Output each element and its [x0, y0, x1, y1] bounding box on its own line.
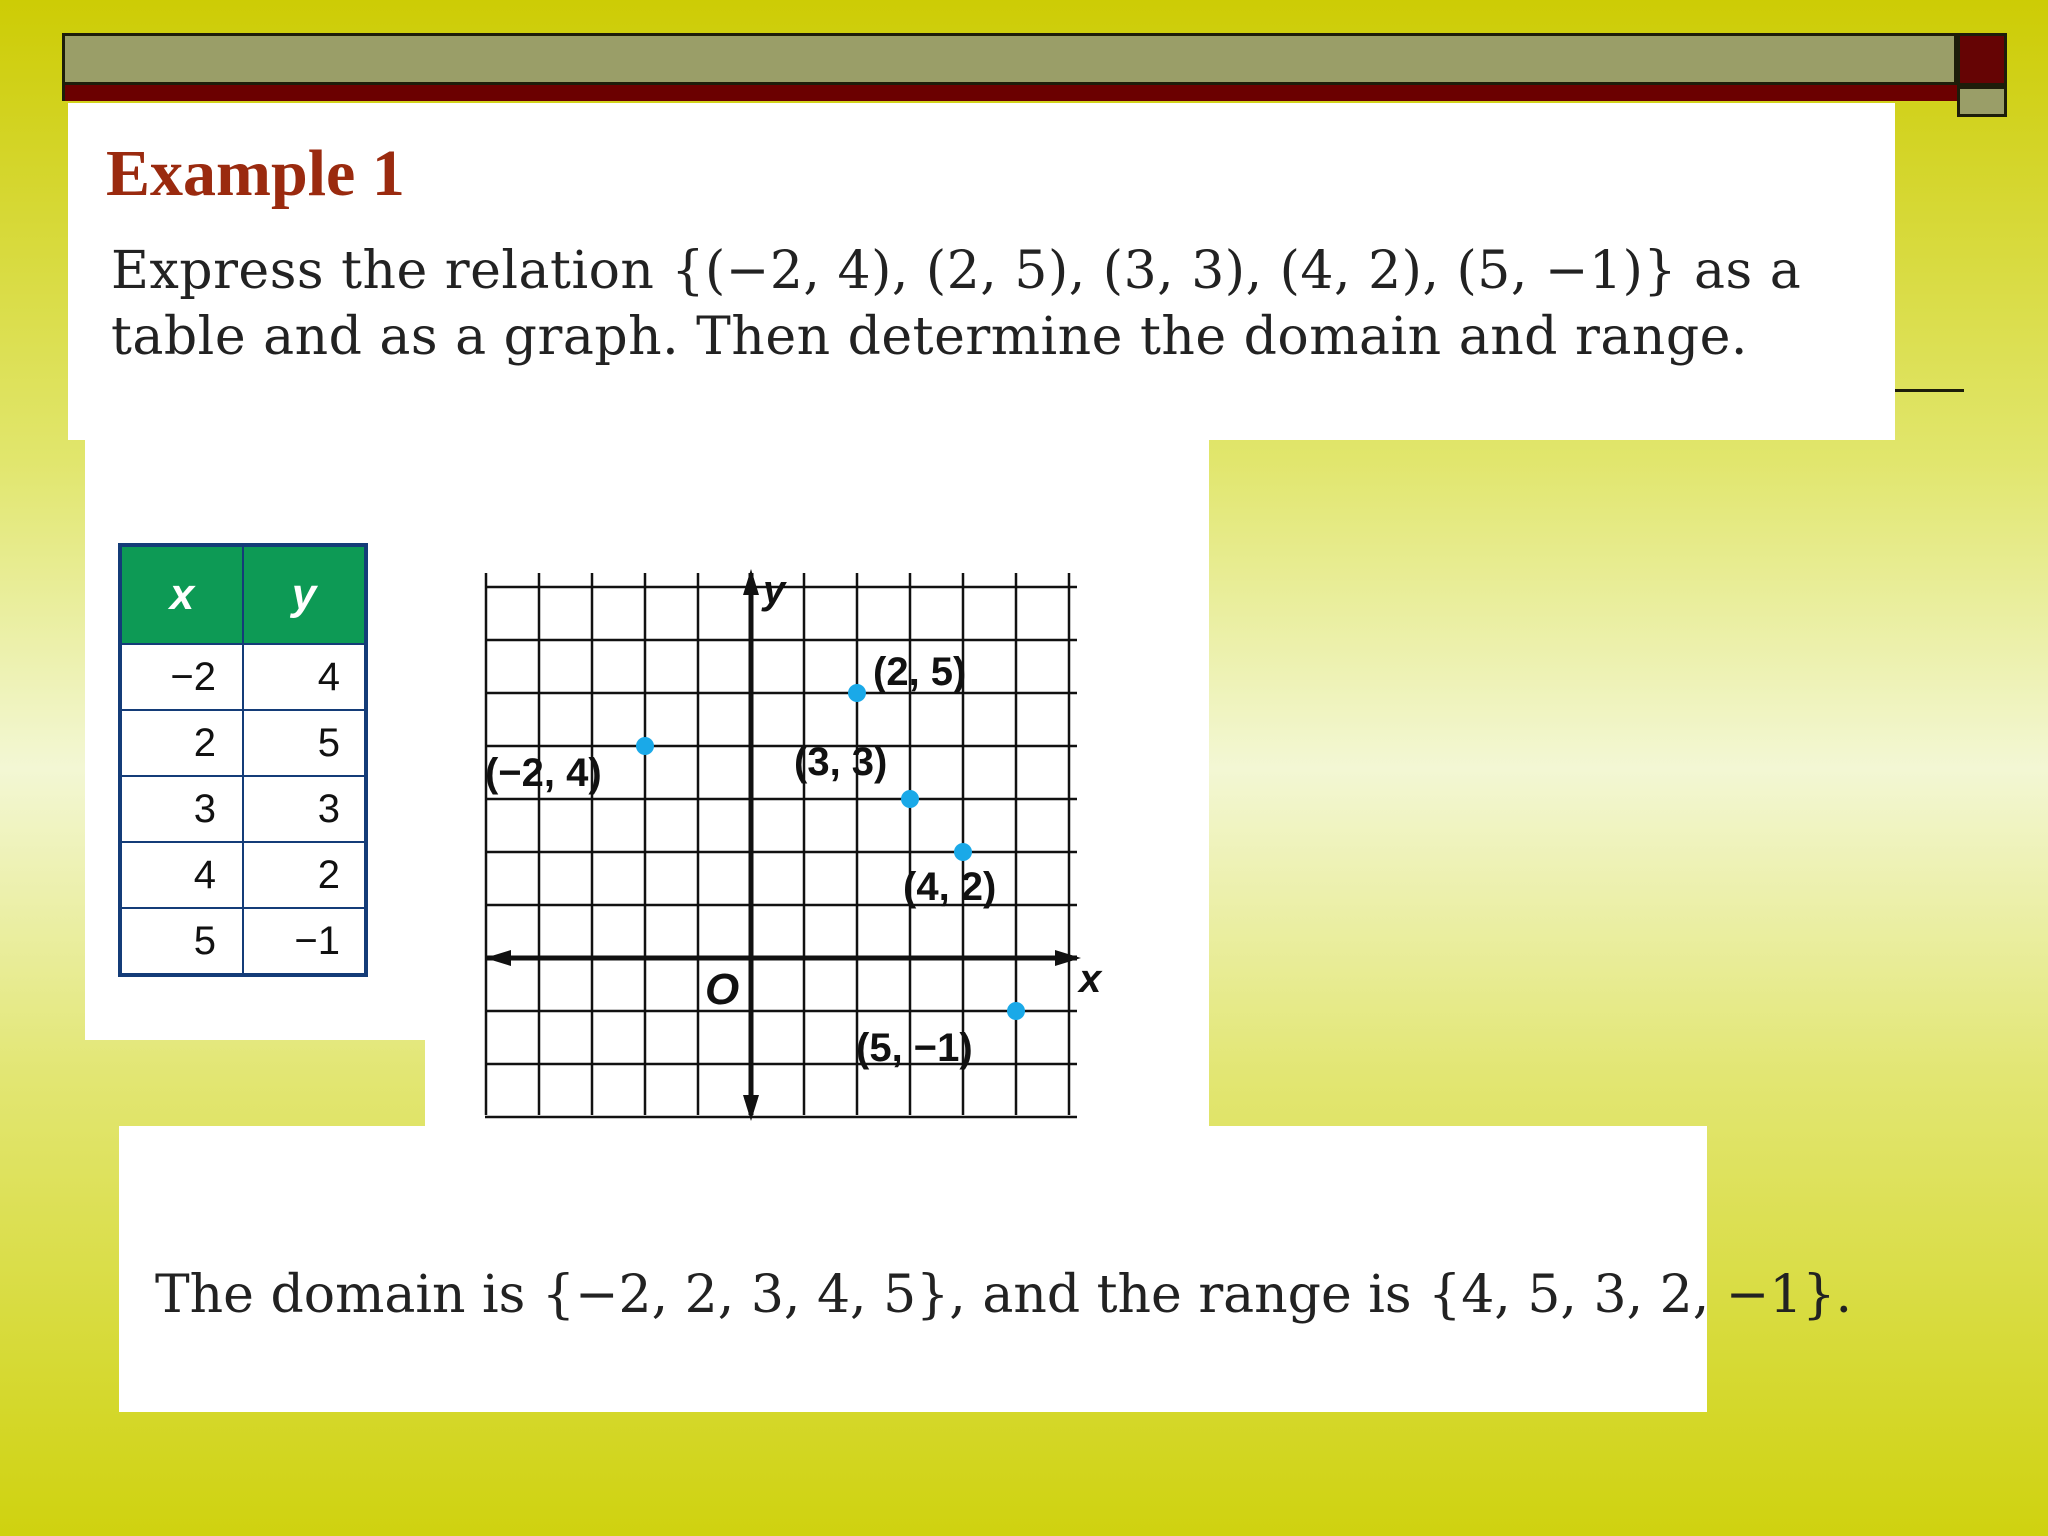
table-cell-x: 3 — [120, 776, 243, 842]
data-point — [848, 684, 866, 702]
table-cell-y: 3 — [243, 776, 366, 842]
table-cell-y: 2 — [243, 842, 366, 908]
table-header-row — [120, 545, 366, 644]
y-axis-label: y — [763, 568, 786, 612]
table-cell-x: 2 — [120, 710, 243, 776]
data-point — [954, 843, 972, 861]
table-cell-y: 5 — [243, 710, 366, 776]
table-cell-x: 5 — [120, 908, 243, 975]
table-row — [120, 710, 366, 776]
table-row — [120, 644, 366, 710]
xy-table — [118, 543, 368, 977]
y-axis-arrow-up — [743, 569, 759, 595]
data-point — [636, 737, 654, 755]
table-cell-x: 4 — [120, 842, 243, 908]
table-row — [120, 842, 366, 908]
data-point-label: (2, 5) — [873, 650, 967, 694]
data-point-label: (−2, 4) — [485, 751, 602, 795]
origin-label: O — [705, 965, 740, 1014]
table-header-y: y — [243, 545, 366, 644]
table-row — [120, 776, 366, 842]
corner-block-dark — [1957, 33, 2007, 86]
slide-title: Example 1 — [106, 137, 405, 210]
problem-statement: Express the relation {(−2, 4), (2, 5), (3, 3), (4, 2), (5, −1)} as a table and as a graph. Then determine the domain and range. — [111, 241, 1802, 367]
table-cell-x: −2 — [120, 644, 243, 710]
table-cell-y: 4 — [243, 644, 366, 710]
data-point — [1007, 1002, 1025, 1020]
table-header-x: x — [120, 545, 243, 644]
coordinate-graph — [475, 565, 1102, 1130]
table-row — [120, 908, 366, 975]
corner-block-light — [1957, 86, 2007, 117]
x-axis-label: x — [1079, 957, 1102, 1001]
data-point-label: (3, 3) — [794, 740, 888, 784]
data-point-label: (5, −1) — [856, 1026, 973, 1070]
banner-accent-bar — [62, 85, 1957, 101]
x-axis-arrow-left — [485, 950, 511, 966]
data-point — [901, 790, 919, 808]
divider-line — [1890, 389, 1964, 392]
domain-range-answer: The domain is {−2, 2, 3, 4, 5}, and the range is {4, 5, 3, 2, −1}. — [155, 1265, 1853, 1325]
title-banner — [62, 33, 1957, 85]
data-point-label: (4, 2) — [903, 865, 997, 909]
table-cell-y: −1 — [243, 908, 366, 975]
